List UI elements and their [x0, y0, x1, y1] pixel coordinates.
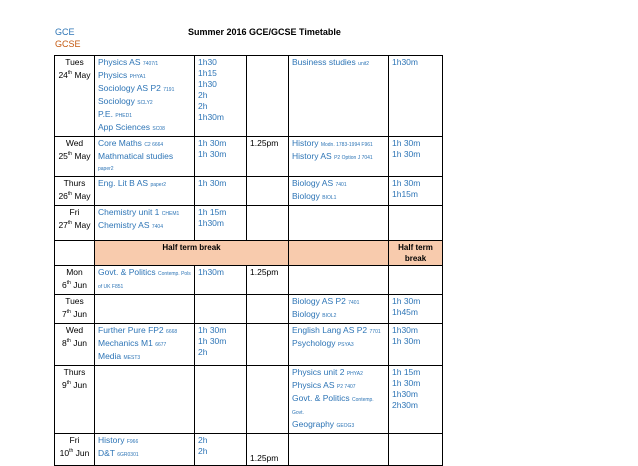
- duration: 1h30m: [198, 112, 224, 122]
- duration: 1h 30m: [198, 325, 227, 335]
- exam-entry: [98, 122, 191, 135]
- exam-code: Contemp. Govt.: [292, 397, 374, 416]
- start-time: [247, 137, 289, 177]
- exam-entry: [98, 70, 191, 83]
- exam-name: Physics unit 2: [292, 367, 345, 377]
- exam-code: 6668: [166, 329, 178, 335]
- exam-entry: [292, 393, 385, 419]
- day-month: May: [74, 219, 91, 230]
- start-time: [247, 295, 289, 324]
- exam-entry: [292, 338, 385, 351]
- exam-code: F966: [126, 439, 139, 445]
- day-name: Thurs: [63, 367, 86, 377]
- day-cell: [55, 177, 95, 206]
- exam-name: Physics AS: [292, 380, 335, 390]
- exam-code: BIOL2: [322, 313, 337, 319]
- morning-durations: [195, 366, 247, 434]
- exam-entry: [98, 267, 191, 293]
- date-suffix: th: [67, 191, 73, 197]
- exam-name: History: [98, 435, 125, 445]
- exam-code: 6GR0301: [117, 452, 139, 458]
- day-cell: [55, 434, 95, 466]
- afternoon-exams: [289, 295, 389, 324]
- day-name: Wed: [65, 138, 84, 148]
- exam-name: Mechanics M1: [98, 338, 153, 348]
- day-date: 27: [58, 219, 68, 230]
- exam-code: PHYA2: [346, 371, 363, 377]
- day-name: Fri: [69, 207, 80, 217]
- duration: 1h30m: [198, 218, 224, 228]
- day-cell: [55, 56, 95, 137]
- duration: 1h30m: [198, 267, 224, 277]
- table-row: [55, 177, 443, 206]
- day-month: May: [74, 150, 91, 161]
- exam-code: unit2: [358, 61, 370, 67]
- table-row: [55, 266, 443, 295]
- morning-exams: [95, 324, 195, 366]
- exam-entry: [98, 151, 191, 175]
- table-row: [55, 137, 443, 177]
- exam-entry: [98, 220, 191, 233]
- morning-exams: [95, 366, 195, 434]
- day-name: Tues: [65, 296, 84, 306]
- exam-name: Psychology: [292, 338, 336, 348]
- exam-name: Mathmatical studies: [98, 151, 174, 161]
- exam-code: Contemp. Pols of UK F851: [98, 271, 191, 290]
- exam-code: SC08: [152, 126, 165, 132]
- exam-entry: [292, 380, 385, 393]
- afternoon-exams: [289, 137, 389, 177]
- exam-entry: [292, 151, 385, 164]
- exam-entry: [292, 178, 385, 191]
- morning-durations: [195, 295, 247, 324]
- exam-entry: [98, 325, 191, 338]
- start-time-text: 1.25pm: [250, 138, 279, 148]
- exam-name: Media: [98, 351, 122, 361]
- morning-durations: [195, 324, 247, 366]
- table-row: [55, 206, 443, 241]
- morning-durations: [195, 434, 247, 466]
- exam-entry: [98, 138, 191, 151]
- day-cell: [55, 206, 95, 241]
- afternoon-durations: [389, 56, 443, 137]
- day-month: Jun: [73, 337, 87, 348]
- exam-name: Geography: [292, 419, 335, 429]
- start-time: [247, 366, 289, 434]
- date-suffix: th: [66, 280, 71, 286]
- morning-durations: [195, 266, 247, 295]
- exam-name: D&T: [98, 448, 115, 458]
- exam-entry: [292, 191, 385, 204]
- exam-entry: [292, 309, 385, 322]
- table-row: [55, 366, 443, 434]
- afternoon-durations: [389, 324, 443, 366]
- exam-code: 7407/1: [142, 61, 159, 67]
- exam-entry: [292, 57, 385, 70]
- morning-exams: [95, 434, 195, 466]
- exam-name: Govt. & Politics: [292, 393, 350, 403]
- gcse-label: GCSE: [55, 39, 81, 49]
- exam-name: Business studies: [292, 57, 356, 67]
- start-time: [247, 56, 289, 137]
- afternoon-exams: [289, 266, 389, 295]
- exam-name: Core Maths: [98, 138, 142, 148]
- afternoon-durations: [389, 295, 443, 324]
- morning-exams: [95, 56, 195, 137]
- day-month: May: [74, 69, 91, 80]
- exam-name: Eng. Lit B AS: [98, 178, 149, 188]
- day-cell: [55, 295, 95, 324]
- day-name: Thurs: [63, 178, 86, 188]
- day-date: 10: [59, 447, 70, 458]
- exam-entry: [98, 83, 191, 96]
- exam-code: 7404: [151, 224, 163, 230]
- exam-name: Biology: [292, 309, 320, 319]
- duration: 1h 30m: [392, 178, 421, 188]
- exam-name: Sociology AS P2: [98, 83, 161, 93]
- exam-entry: [98, 207, 191, 220]
- duration: 1h 30m: [198, 178, 227, 188]
- day-cell: [55, 137, 95, 177]
- duration: 1h 30m: [392, 149, 421, 159]
- exam-code: 6677: [155, 342, 167, 348]
- start-time: [247, 324, 289, 366]
- exam-code: PHYA1: [129, 74, 146, 80]
- start-time-text: 1.25pm: [250, 453, 279, 463]
- day-date: 7: [62, 308, 67, 319]
- exam-code: 7191: [163, 87, 175, 93]
- date-suffix: th: [66, 309, 71, 315]
- exam-code: Modn. 1783-1994 F961: [320, 142, 373, 148]
- afternoon-exams: [289, 434, 389, 466]
- exam-entry: [98, 96, 191, 109]
- duration: 1h 30m: [392, 296, 421, 306]
- exam-code: CHEM1: [161, 211, 180, 217]
- start-time: [247, 434, 289, 466]
- duration: 1h30: [198, 79, 217, 89]
- day-cell: [55, 366, 95, 434]
- day-month: May: [74, 190, 91, 201]
- day-name: Fri: [69, 435, 80, 445]
- exam-code: 7701: [369, 329, 381, 335]
- date-suffix: th: [69, 448, 74, 454]
- exam-code: paper2: [150, 182, 167, 188]
- exam-code: MEST3: [123, 355, 141, 361]
- duration: 1h 30m: [198, 149, 227, 159]
- morning-exams: [95, 295, 195, 324]
- day-date: 25: [58, 150, 68, 161]
- exam-name: History: [292, 138, 319, 148]
- date-suffix: th: [66, 380, 71, 386]
- date-suffix: th: [67, 70, 73, 76]
- exam-code: SCLY2: [137, 100, 153, 106]
- exam-entry: [292, 367, 385, 380]
- duration: 2h30m: [392, 400, 418, 410]
- morning-durations: [195, 206, 247, 241]
- afternoon-durations: [389, 366, 443, 434]
- table-row: [55, 324, 443, 366]
- exam-name: Chemistry AS: [98, 220, 150, 230]
- day-month: Jun: [75, 447, 90, 458]
- exam-name: History AS: [292, 151, 332, 161]
- morning-exams: [95, 177, 195, 206]
- afternoon-exams: [289, 177, 389, 206]
- duration: 1h 15m: [392, 367, 421, 377]
- day-name: Wed: [65, 325, 84, 335]
- exam-entry: [98, 338, 191, 351]
- day-month: Jun: [73, 279, 87, 290]
- duration: 2h: [198, 347, 208, 357]
- exam-entry: [98, 178, 191, 191]
- exam-name: Chemistry unit 1: [98, 207, 160, 217]
- exam-name: Biology AS: [292, 178, 334, 188]
- exam-entry: [98, 351, 191, 364]
- afternoon-durations: [389, 177, 443, 206]
- duration: 1h15m: [392, 189, 418, 199]
- exam-entry: [292, 325, 385, 338]
- duration: 2h: [198, 435, 208, 445]
- afternoon-durations: [389, 434, 443, 466]
- duration: 2h: [198, 101, 208, 111]
- duration: 1h30m: [392, 325, 418, 335]
- exam-code: 7401: [335, 182, 347, 188]
- exam-name: Further Pure FP2: [98, 325, 164, 335]
- day-date: 9: [62, 379, 67, 390]
- start-time: [247, 206, 289, 241]
- exam-entry: [292, 138, 385, 151]
- half-term-label: Half term break: [389, 241, 443, 266]
- day-date: 24: [58, 69, 68, 80]
- exam-code: C2 6664: [144, 142, 164, 148]
- day-cell: [55, 266, 95, 295]
- exam-code: paper2: [98, 166, 114, 172]
- morning-exams: [95, 137, 195, 177]
- duration: 1h 30m: [198, 336, 227, 346]
- duration: 1h30: [198, 57, 217, 67]
- exam-entry: [98, 435, 191, 448]
- half-term-row: [55, 241, 443, 266]
- duration: 1h 30m: [392, 138, 421, 148]
- exam-name: Physics: [98, 70, 128, 80]
- exam-entry: [292, 296, 385, 309]
- day-month: Jun: [73, 308, 87, 319]
- morning-durations: [195, 56, 247, 137]
- exam-name: Sociology: [98, 96, 135, 106]
- day-month: Jun: [73, 379, 87, 390]
- half-term-day: [55, 241, 95, 266]
- day-name: Mon: [66, 267, 83, 277]
- exam-entry: [292, 419, 385, 432]
- exam-code: 7401: [348, 300, 360, 306]
- duration: 1h45m: [392, 307, 418, 317]
- afternoon-exams: [289, 56, 389, 137]
- exam-code: GEOG3: [336, 423, 355, 429]
- exam-name: App Sciences: [98, 122, 150, 132]
- exam-entry: [98, 57, 191, 70]
- date-suffix: th: [67, 220, 73, 226]
- morning-exams: [95, 206, 195, 241]
- exam-code: PSYA3: [337, 342, 354, 348]
- duration: 2h: [198, 446, 208, 456]
- table-row: [55, 56, 443, 137]
- exam-name: Biology AS P2: [292, 296, 346, 306]
- day-date: 26: [58, 190, 68, 201]
- afternoon-exams: [289, 366, 389, 434]
- duration: 1h 30m: [392, 336, 421, 346]
- date-suffix: th: [66, 338, 71, 344]
- afternoon-exams: [289, 206, 389, 241]
- level-legend: [55, 26, 81, 50]
- morning-durations: [195, 137, 247, 177]
- duration: 1h15: [198, 68, 217, 78]
- exam-name: Biology: [292, 191, 320, 201]
- exam-name: Physics AS: [98, 57, 141, 67]
- exam-entry: [98, 448, 191, 461]
- exam-code: PHED1: [115, 113, 133, 119]
- timetable: [54, 55, 443, 466]
- day-date: 6: [62, 279, 67, 290]
- half-term-gap: [289, 241, 389, 266]
- duration: 2h: [198, 90, 208, 100]
- afternoon-durations: [389, 266, 443, 295]
- day-date: 8: [62, 337, 67, 348]
- exam-code: P2 Option J 7041: [334, 155, 373, 161]
- morning-durations: [195, 177, 247, 206]
- table-row: [55, 434, 443, 466]
- exam-name: Govt. & Politics: [98, 267, 156, 277]
- table-row: [55, 295, 443, 324]
- day-cell: [55, 324, 95, 366]
- duration: 1h 30m: [392, 378, 421, 388]
- exam-code: P2 7407: [336, 384, 356, 390]
- duration: 1h 30m: [198, 138, 227, 148]
- exam-code: BIOL1: [322, 195, 337, 201]
- morning-exams: [95, 266, 195, 295]
- duration: 1h30m: [392, 57, 418, 67]
- start-time: [247, 266, 289, 295]
- duration: 1h30m: [392, 389, 418, 399]
- exam-name: English Lang AS P2: [292, 325, 368, 335]
- afternoon-durations: [389, 206, 443, 241]
- gce-label: GCE: [55, 27, 75, 37]
- exam-entry: [98, 109, 191, 122]
- page-title: Summer 2016 GCE/GCSE Timetable: [188, 27, 341, 37]
- day-name: Tues: [65, 57, 84, 67]
- start-time-text: 1.25pm: [250, 267, 279, 277]
- afternoon-durations: [389, 137, 443, 177]
- afternoon-exams: [289, 324, 389, 366]
- half-term-label: Half term break: [95, 241, 289, 266]
- start-time: [247, 177, 289, 206]
- date-suffix: th: [67, 151, 73, 157]
- duration: 1h 15m: [198, 207, 227, 217]
- exam-name: P.E.: [98, 109, 113, 119]
